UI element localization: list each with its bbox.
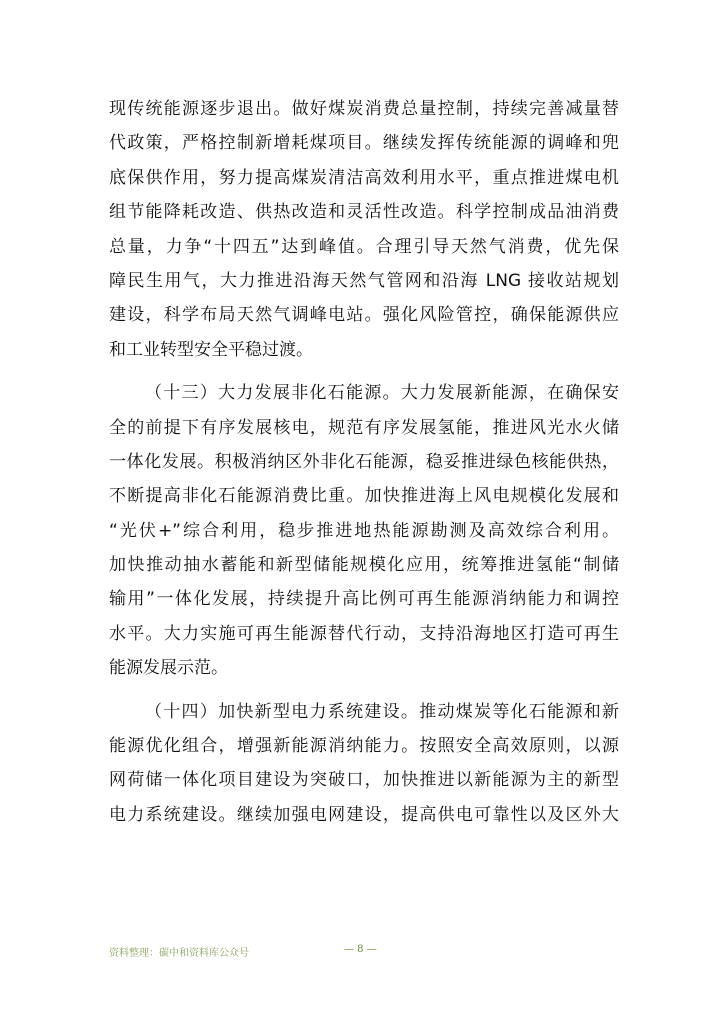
page-number: — 8 — bbox=[344, 944, 377, 955]
section-heading-line: （十四）加快新型电力系统建设。推动煤炭等化石能源和新 bbox=[145, 701, 619, 722]
text-line: 底保供作用，努力提高煤炭清洁高效利用水平，重点推进煤电机 bbox=[109, 167, 619, 188]
text-line: “光伏+”综合利用，稳步推进地热能源勘测及高效综合利用。 bbox=[109, 520, 619, 541]
text-line: 一体化发展。积极消纳区外非化石能源，稳妥推进绿色核能供热， bbox=[109, 451, 619, 472]
text-line: 建设，科学布局天然气调峰电站。强化风险管控，确保能源供应 bbox=[109, 305, 619, 326]
text-line: 不断提高非化石能源消费比重。加快推进海上风电规模化发展和 bbox=[109, 486, 619, 507]
footer-source: 资料整理：碳中和资料库公众号 bbox=[109, 948, 249, 959]
paragraph-1 bbox=[109, 92, 619, 367]
text-line: 水平。大力实施可再生能源替代行动，支持沿海地区打造可再生 bbox=[109, 623, 619, 644]
body-text bbox=[109, 92, 619, 832]
page-footer bbox=[109, 944, 619, 960]
text-line: 组节能降耗改造、供热改造和灵活性改造。科学控制成品油消费 bbox=[109, 202, 619, 223]
text-line: 代政策，严格控制新增耗煤项目。继续发挥传统能源的调峰和兜 bbox=[109, 133, 619, 154]
text-line: 障民生用气，大力推进沿海天然气管网和沿海 LNG 接收站规划 bbox=[109, 270, 619, 291]
section-heading-line: （十三）大力发展非化石能源。大力发展新能源，在确保安 bbox=[145, 383, 619, 404]
text-line: 输用”一体化发展，持续提升高比例可再生能源消纳能力和调控 bbox=[109, 589, 619, 610]
text-line: 能源发展示范。 bbox=[109, 658, 228, 679]
text-line: 现传统能源逐步退出。做好煤炭消费总量控制，持续完善减量替 bbox=[109, 99, 619, 119]
text-line: 网荷储一体化项目建设为突破口，加快推进以新能源为主的新型 bbox=[109, 770, 619, 791]
text-line: 全的前提下有序发展核电，规范有序发展氢能，推进风光水火储 bbox=[109, 417, 619, 438]
text-line: 能源优化组合，增强新能源消纳能力。按照安全高效原则，以源 bbox=[109, 736, 619, 757]
text-line: 总量，力争“十四五”达到峰值。合理引导天然气消费，优先保 bbox=[109, 236, 619, 257]
text-line: 和工业转型安全平稳过渡。 bbox=[109, 339, 313, 360]
paragraph-2 bbox=[109, 376, 619, 686]
text-line: 电力系统建设。继续加强电网建设，提高供电可靠性以及区外大 bbox=[109, 804, 619, 825]
paragraph-3 bbox=[109, 695, 619, 833]
text-line: 加快推动抽水蓄能和新型储能规模化应用，统筹推进氢能“制储 bbox=[109, 555, 619, 576]
